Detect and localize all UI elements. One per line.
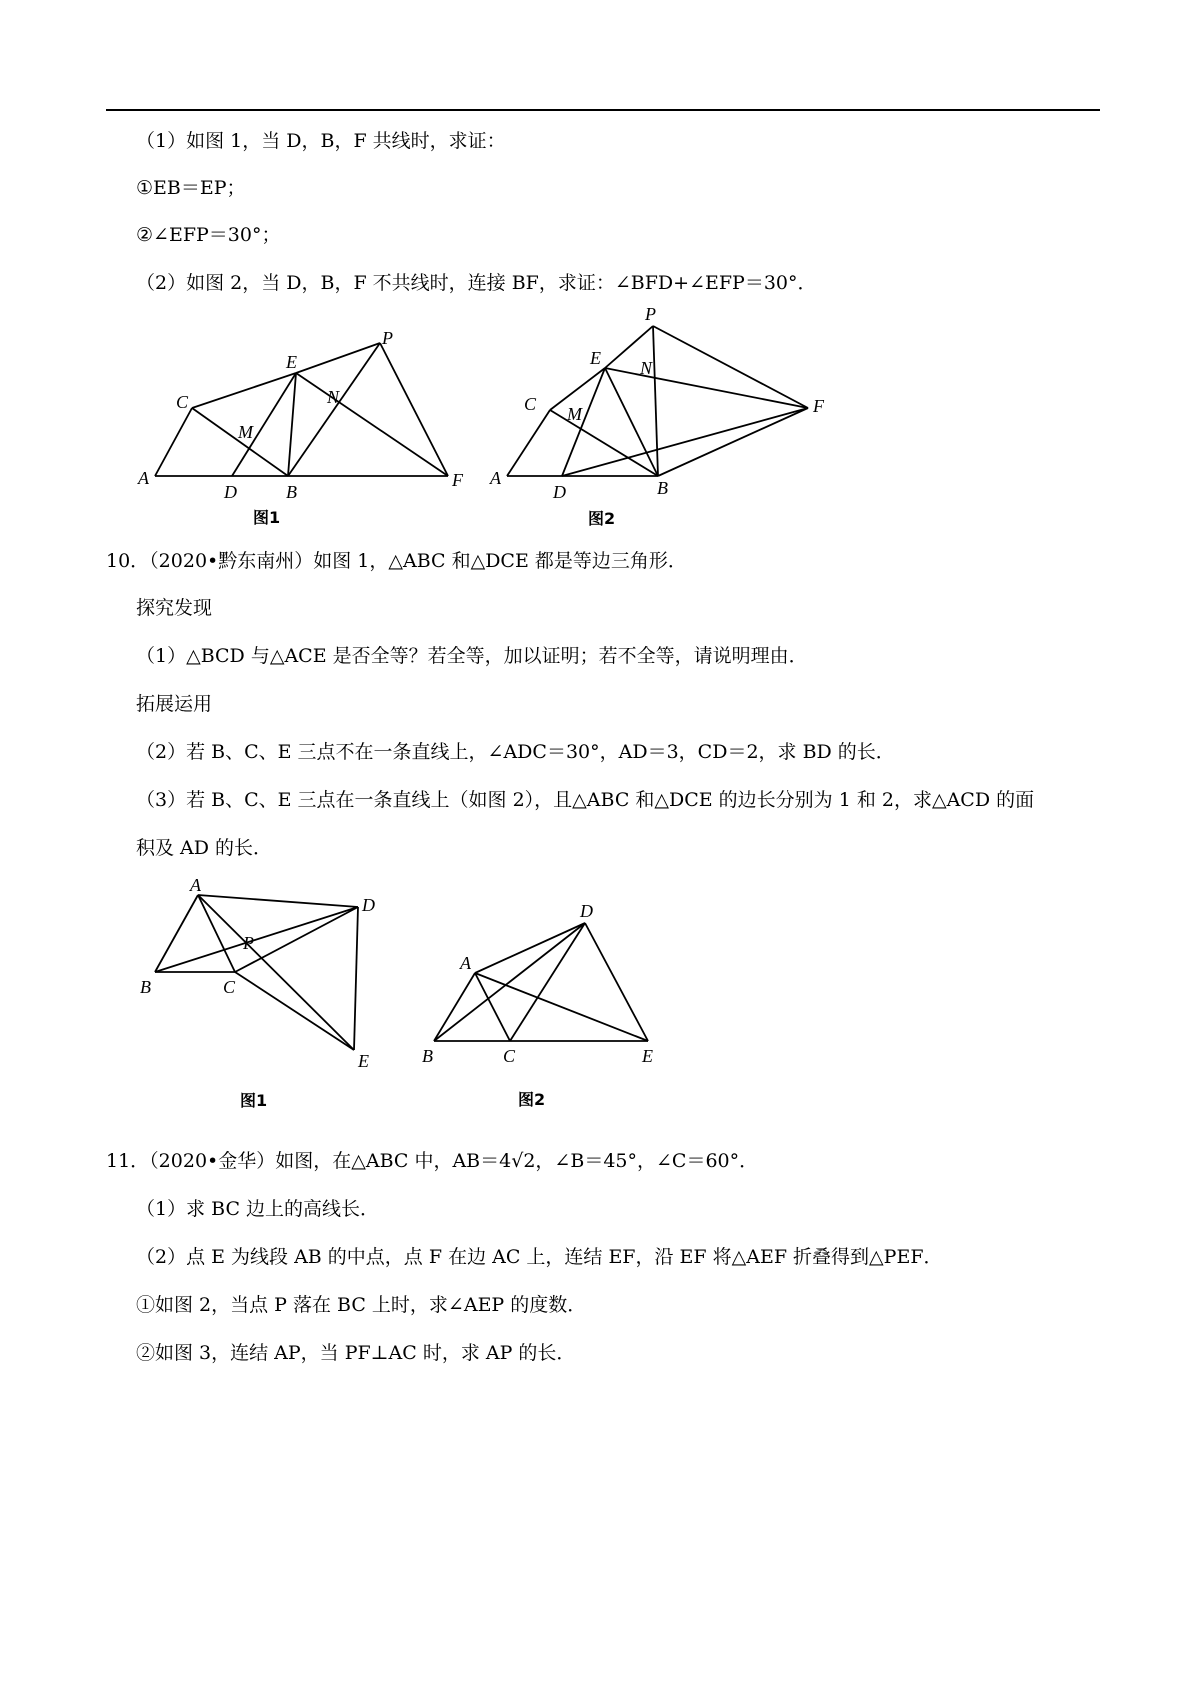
label-N: N bbox=[640, 358, 653, 378]
q10-part2: （2）若 B、C、E 三点不在一条直线上，∠ADC＝30°，AD＝3，CD＝2，求 BD 的长． bbox=[136, 741, 895, 763]
label-F: F bbox=[813, 396, 824, 416]
label-B: B bbox=[422, 1046, 433, 1066]
label-P: P bbox=[382, 328, 393, 348]
q11-part2-item1: ①如图 2，当点 P 落在 BC 上时，求∠AEP 的度数． bbox=[136, 1294, 587, 1316]
label-E: E bbox=[642, 1046, 653, 1066]
label-A: A bbox=[490, 468, 501, 488]
label-B: B bbox=[286, 482, 297, 502]
label-E: E bbox=[286, 352, 297, 372]
label-E: E bbox=[590, 348, 601, 368]
q9-figure-2 bbox=[480, 300, 840, 539]
label-B: B bbox=[140, 977, 151, 997]
q9-part1-item1: ①EB＝EP； bbox=[136, 177, 246, 199]
q11-part1: （1）求 BC 边上的高线长． bbox=[136, 1198, 380, 1220]
header-rule bbox=[106, 109, 1100, 111]
label-D: D bbox=[362, 895, 375, 915]
q10-part3: （3）若 B、C、E 三点在一条直线上（如图 2），且△ABC 和△DCE 的边长分别为 1 和 2，求△ACD 的面 bbox=[136, 789, 1035, 811]
label-B: B bbox=[657, 478, 668, 498]
label-C: C bbox=[176, 392, 189, 412]
label-C: C bbox=[524, 394, 537, 414]
label-D: D bbox=[580, 901, 593, 921]
label-F: F bbox=[452, 470, 463, 490]
figure-caption: 图1 bbox=[240, 1091, 268, 1110]
q9-part2-text: （2）如图 2，当 D，B，F 不共线时，连接 BF，求证：∠BFD+∠EFP＝30°． bbox=[136, 272, 817, 294]
label-D: D bbox=[224, 482, 237, 502]
q9-part1-item2: ②∠EFP＝30°； bbox=[136, 224, 281, 246]
q10-part3-cont: 积及 AD 的长． bbox=[136, 837, 273, 859]
label-D: D bbox=[553, 482, 566, 502]
q9-figure-1 bbox=[128, 318, 488, 537]
q11-stem: 11．（2020•金华）如图，在△ABC 中，AB＝4√2，∠B＝45°，∠C＝60°． bbox=[106, 1150, 759, 1172]
label-A: A bbox=[460, 953, 471, 973]
figure-caption: 图2 bbox=[588, 509, 616, 528]
q11-part2: （2）点 E 为线段 AB 的中点，点 F 在边 AC 上，连结 EF，沿 EF 将△AEF 折叠得到△PEF． bbox=[136, 1246, 943, 1268]
q10-figure-2 bbox=[420, 888, 680, 1117]
label-A: A bbox=[138, 468, 149, 488]
label-C: C bbox=[503, 1046, 516, 1066]
label-A: A bbox=[190, 875, 201, 895]
q10-part1: （1）△BCD 与△ACE 是否全等？若全等，加以证明；若不全等，请说明理由． bbox=[136, 645, 808, 667]
q10-section-explore: 探究发现 bbox=[136, 597, 213, 619]
q10-stem: 10．（2020•黔东南州）如图 1，△ABC 和△DCE 都是等边三角形． bbox=[106, 550, 687, 572]
label-P: P bbox=[645, 304, 656, 324]
figure-caption: 图1 bbox=[253, 508, 281, 527]
q10-section-extend: 拓展运用 bbox=[136, 693, 213, 715]
figure-caption: 图2 bbox=[518, 1090, 546, 1109]
label-M: M bbox=[567, 404, 582, 424]
label-P: P bbox=[243, 933, 254, 953]
label-N: N bbox=[327, 387, 340, 407]
q11-part2-item2: ②如图 3，连结 AP，当 PF⊥AC 时，求 AP 的长． bbox=[136, 1342, 576, 1364]
label-C: C bbox=[223, 977, 236, 997]
q10-figure-1 bbox=[130, 875, 390, 1119]
label-E: E bbox=[358, 1051, 369, 1071]
label-M: M bbox=[238, 422, 253, 442]
q9-part1-text: （1）如图 1，当 D，B，F 共线时，求证： bbox=[136, 130, 506, 152]
